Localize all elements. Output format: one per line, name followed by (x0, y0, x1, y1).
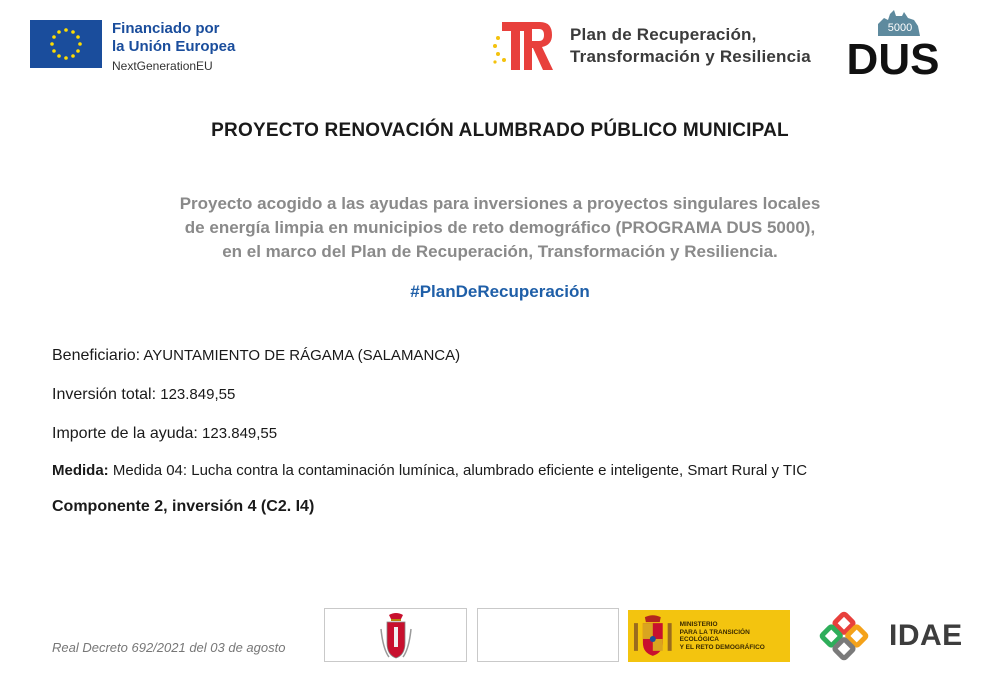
intro-line-3: en el marco del Plan de Recuperación, Transformación y Resiliencia. (222, 242, 778, 261)
importe-label: Importe de la ayuda: (52, 425, 198, 442)
ministry-logo (628, 610, 790, 662)
ministry-line2: PARA LA TRANSICIÓN ECOLÓGICA (679, 628, 750, 643)
beneficiario-label: Beneficiario: (52, 347, 141, 364)
coat-of-arms-icon (325, 609, 468, 663)
ministry-line1: MINISTERIO (679, 621, 718, 628)
recovery-plan-logo (490, 16, 811, 76)
intro-line-2: de energía limpia en municipios de reto demográfico (PROGRAMA DUS 5000), (184, 218, 816, 237)
intro-paragraph (100, 192, 900, 264)
intro-line-1: Proyecto acogido a las ayudas para inversiones a proyectos singulares locales (179, 194, 821, 213)
beneficiario-value: AYUNTAMIENTO DE RÁGAMA (SALAMANCA) (143, 347, 461, 364)
eu-text-line1: Financiado por (112, 20, 220, 37)
dus-wordmark: DUS (846, 35, 940, 78)
dus-5000-logo (838, 6, 948, 78)
prtr-text-line2: Transformación y Resiliencia (570, 47, 811, 66)
page-title: PROYECTO RENOVACIÓN ALUMBRADO PÚBLICO MUNICIPAL (211, 120, 789, 141)
eu-flag-icon (30, 20, 102, 68)
eu-text-line3: NextGenerationEU (112, 59, 213, 73)
medida-value: Medida 04: Lucha contra la contaminación lumínica, alumbrado eficiente e inteligente, Smart Rural y TIC (112, 462, 808, 479)
ministry-line3: Y EL RETO DEMOGRÁFICO (679, 643, 765, 651)
hashtag: #PlanDeRecuperación (410, 282, 590, 301)
municipal-coat-of-arms-box (324, 608, 467, 662)
field-importe-ayuda (52, 425, 277, 443)
field-componente: Componente 2, inversión 4 (C2. I4) (52, 498, 315, 515)
idae-mark-icon (805, 608, 883, 664)
eu-text-line2: la Unión Europea (112, 38, 236, 55)
medida-label: Medida: (52, 462, 109, 479)
prtr-text-line1: Plan de Recuperación, (570, 25, 757, 44)
importe-value: 123.849,55 (202, 425, 278, 442)
dus-badge-text: 5000 (887, 22, 913, 34)
tr-mark-icon (490, 16, 560, 76)
field-inversion-total (52, 386, 235, 404)
idae-logo (805, 608, 965, 664)
field-medida (52, 462, 807, 479)
field-beneficiario (52, 347, 460, 365)
inversion-value: 123.849,55 (160, 386, 236, 403)
decree-reference: Real Decreto 692/2021 del 03 de agosto (52, 640, 286, 655)
spain-coat-of-arms-icon (632, 613, 674, 659)
eu-funding-logo (30, 20, 235, 75)
inversion-label: Inversión total: (52, 386, 157, 403)
empty-logo-box (477, 608, 619, 662)
idae-wordmark: IDAE (889, 619, 963, 652)
